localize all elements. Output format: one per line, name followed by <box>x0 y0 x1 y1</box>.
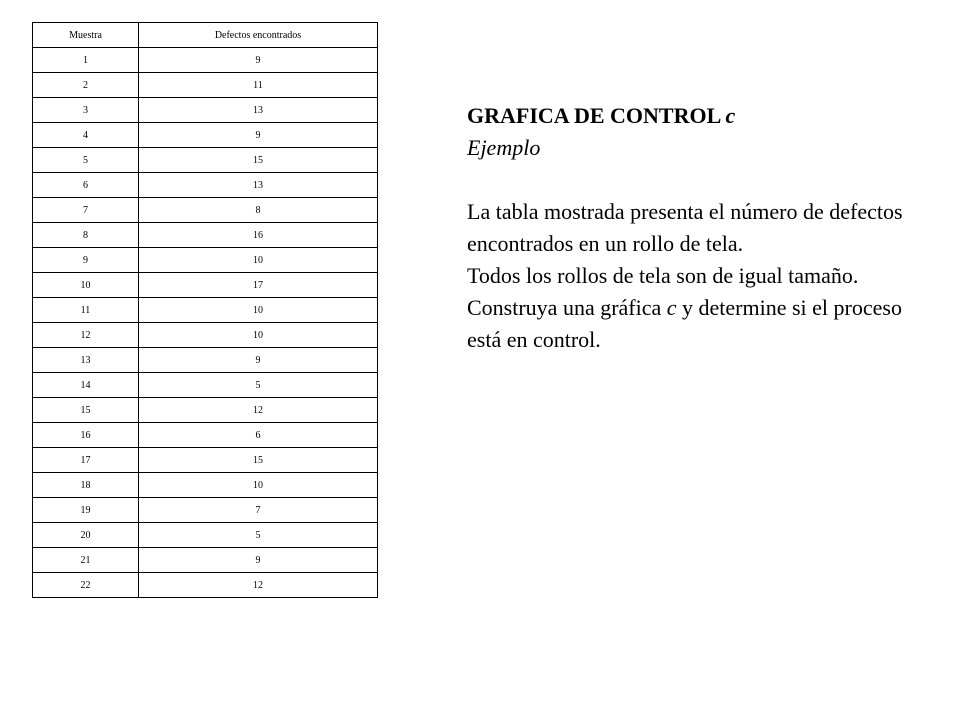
table-row <box>33 398 378 423</box>
cell-defectos: 9 <box>139 123 378 148</box>
title-variable: c <box>725 103 736 128</box>
cell-defectos: 10 <box>139 323 378 348</box>
table-row <box>33 448 378 473</box>
table-row <box>33 73 378 98</box>
cell-muestra: 1 <box>33 48 139 73</box>
cell-muestra: 14 <box>33 373 139 398</box>
table-row <box>33 473 378 498</box>
page-title <box>467 100 937 132</box>
cell-defectos: 9 <box>139 548 378 573</box>
cell-muestra: 7 <box>33 198 139 223</box>
table-row <box>33 498 378 523</box>
cell-defectos: 17 <box>139 273 378 298</box>
cell-muestra: 5 <box>33 148 139 173</box>
table-row <box>33 123 378 148</box>
table-row <box>33 523 378 548</box>
table-row <box>33 323 378 348</box>
column-header-defectos: Defectos encontrados <box>139 23 378 48</box>
statement-sentence-3-post: y determine si el proceso está en control. <box>467 295 902 352</box>
cell-defectos: 7 <box>139 498 378 523</box>
statement-sentence-2: Todos los rollos de tela son de igual tamaño. <box>467 263 859 288</box>
cell-muestra: 17 <box>33 448 139 473</box>
cell-muestra: 8 <box>33 223 139 248</box>
table-row <box>33 273 378 298</box>
cell-muestra: 9 <box>33 248 139 273</box>
cell-defectos: 16 <box>139 223 378 248</box>
table-row <box>33 373 378 398</box>
table-row <box>33 223 378 248</box>
cell-muestra: 12 <box>33 323 139 348</box>
cell-defectos: 5 <box>139 523 378 548</box>
cell-defectos: 10 <box>139 248 378 273</box>
cell-muestra: 19 <box>33 498 139 523</box>
page-subtitle: Ejemplo <box>467 135 541 160</box>
statement-sentence-1: La tabla mostrada presenta el número de defectos encontrados en un rollo de tela. <box>467 199 903 256</box>
cell-defectos: 10 <box>139 473 378 498</box>
cell-defectos: 5 <box>139 373 378 398</box>
cell-defectos: 8 <box>139 198 378 223</box>
table-row <box>33 148 378 173</box>
cell-muestra: 20 <box>33 523 139 548</box>
column-header-muestra: Muestra <box>33 23 139 48</box>
cell-muestra: 22 <box>33 573 139 598</box>
cell-muestra: 4 <box>33 123 139 148</box>
cell-muestra: 13 <box>33 348 139 373</box>
cell-muestra: 10 <box>33 273 139 298</box>
cell-defectos: 10 <box>139 298 378 323</box>
table-row <box>33 298 378 323</box>
cell-defectos: 15 <box>139 148 378 173</box>
title-text: GRAFICA DE CONTROL <box>467 103 721 128</box>
cell-defectos: 13 <box>139 98 378 123</box>
cell-muestra: 6 <box>33 173 139 198</box>
table-row <box>33 573 378 598</box>
table-row <box>33 348 378 373</box>
cell-muestra: 21 <box>33 548 139 573</box>
table-row <box>33 98 378 123</box>
cell-defectos: 6 <box>139 423 378 448</box>
table-row <box>33 173 378 198</box>
exercise-text <box>467 100 937 356</box>
table-row <box>33 548 378 573</box>
cell-defectos: 9 <box>139 348 378 373</box>
cell-muestra: 16 <box>33 423 139 448</box>
cell-muestra: 11 <box>33 298 139 323</box>
cell-muestra: 15 <box>33 398 139 423</box>
table-row <box>33 423 378 448</box>
cell-defectos: 15 <box>139 448 378 473</box>
exercise-statement <box>467 196 937 356</box>
cell-defectos: 11 <box>139 73 378 98</box>
table-header-row <box>33 23 378 48</box>
cell-muestra: 18 <box>33 473 139 498</box>
table-body <box>33 48 378 598</box>
statement-sentence-3 <box>467 292 937 356</box>
statement-variable: c <box>666 295 677 320</box>
table-row <box>33 198 378 223</box>
cell-defectos: 13 <box>139 173 378 198</box>
cell-defectos: 12 <box>139 398 378 423</box>
cell-muestra: 2 <box>33 73 139 98</box>
cell-defectos: 9 <box>139 48 378 73</box>
cell-muestra: 3 <box>33 98 139 123</box>
table-row <box>33 48 378 73</box>
defects-table <box>32 22 378 598</box>
cell-defectos: 12 <box>139 573 378 598</box>
table-row <box>33 248 378 273</box>
statement-sentence-3-pre: Construya una gráfica <box>467 295 667 320</box>
